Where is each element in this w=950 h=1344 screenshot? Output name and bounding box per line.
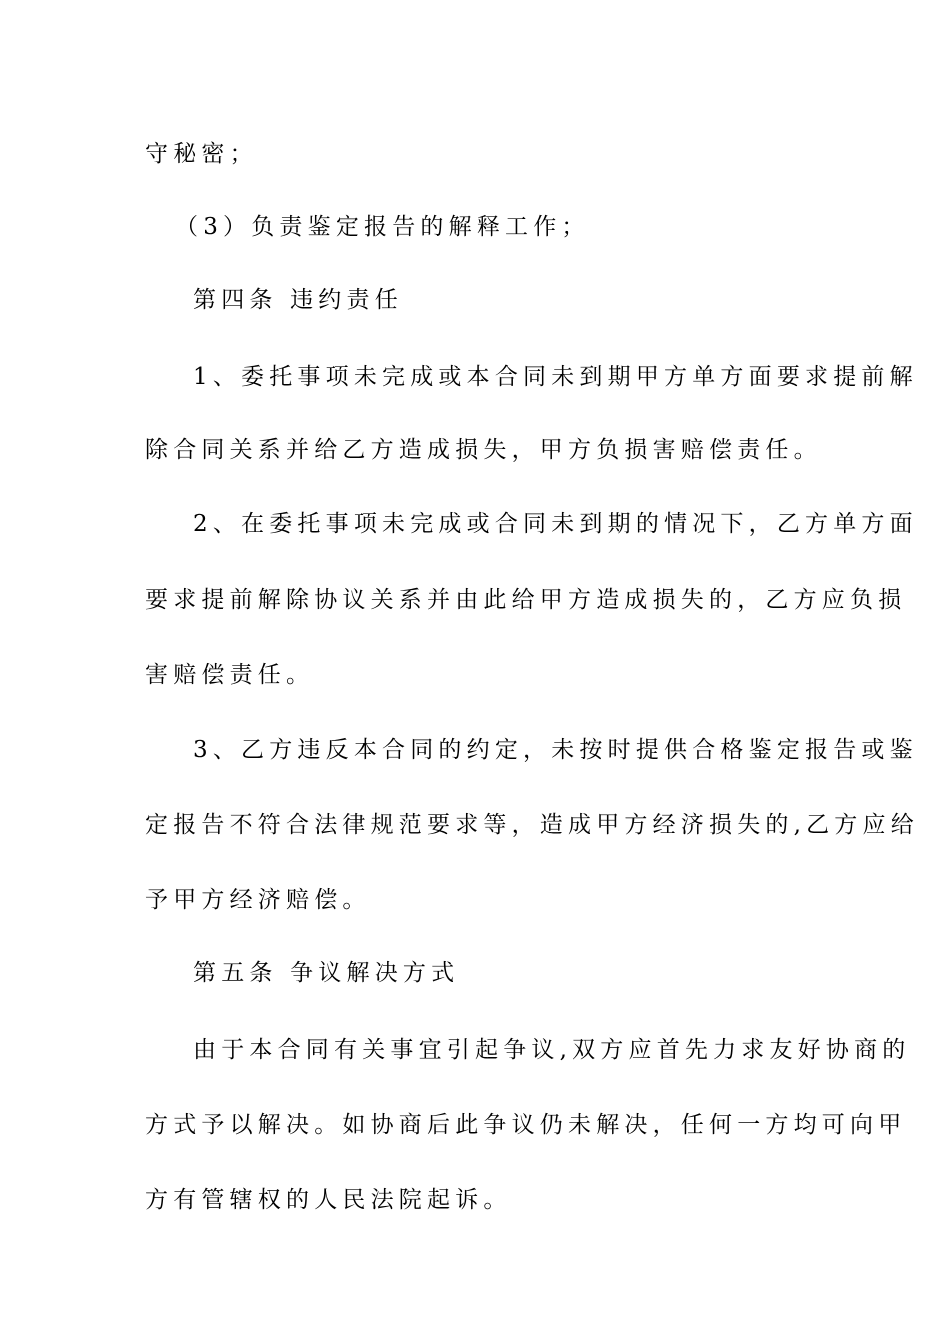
list-item-3: （3）负责鉴定报告的解释工作； xyxy=(175,214,590,240)
clause-3-line-3: 予甲方经济赔偿。 xyxy=(145,887,371,913)
dispute-line-2: 方式予以解决。如协商后此争议仍未解决，任何一方均可向甲 xyxy=(145,1112,907,1138)
dispute-line-1: 由于本合同有关事宜引起争议,双方应首先力求友好协商的 xyxy=(193,1037,911,1063)
dispute-line-3: 方有管辖权的人民法院起诉。 xyxy=(145,1187,512,1213)
clause-3-line-1: 3、乙方违反本合同的约定，未按时提供合格鉴定报告或鉴 xyxy=(193,737,918,763)
clause-2-line-2: 要求提前解除协议关系并由此给甲方造成损失的，乙方应负损 xyxy=(145,587,907,613)
clause-1-line-2: 除合同关系并给乙方造成损失，甲方负损害赔偿责任。 xyxy=(145,437,822,463)
text-line: 守秘密； xyxy=(145,141,258,167)
clause-2-line-1: 2、在委托事项未完成或合同未到期的情况下，乙方单方面 xyxy=(193,511,918,537)
clause-2-line-3: 害赔偿责任。 xyxy=(145,662,315,688)
clause-1-line-1: 1、委托事项未完成或本合同未到期甲方单方面要求提前解 xyxy=(193,364,918,390)
article-heading-5: 第五条 争议解决方式 xyxy=(193,960,460,986)
clause-3-line-2: 定报告不符合法律规范要求等，造成甲方经济损失的,乙方应给 xyxy=(145,812,919,838)
article-heading-4: 第四条 违约责任 xyxy=(193,287,403,313)
